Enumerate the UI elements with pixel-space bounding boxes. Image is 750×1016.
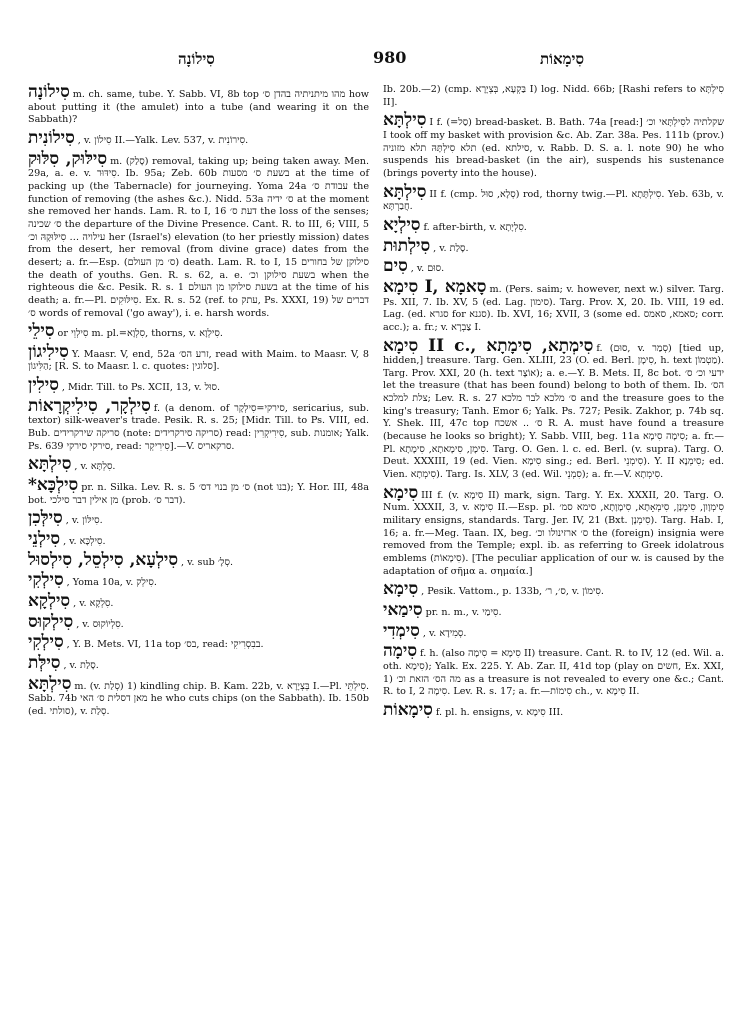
entry-headword: סִילְתוּת	[383, 235, 431, 256]
entry-headword: סִימָאוֹת	[383, 699, 433, 720]
entry-headword: סִילֵי	[28, 321, 55, 342]
dictionary-entry	[383, 181, 728, 214]
dictionary-entry	[28, 634, 369, 652]
right-column	[383, 84, 728, 1008]
entry-body: f. (a denom. of סירקי=סִילְקָר, sericarius, sub. textor) silk-weaver's trade. Pesik. R. s. 25; [Midr. Till. to Ps. VIII, ed. Bub. סריקה שירקרידים (note: סריקה סירקרידים) read: סִירִיקְרִין, sub. אומנות; Yalk. Ps. 639 סירקי סירקי, read: סִירִיקְר].—V. סרקאריס.	[28, 402, 373, 452]
entry-headword: סִילוֹנִית	[28, 127, 75, 148]
entry-body: f. pl. h. ensigns, v. סִימָא III.	[435, 706, 564, 718]
dictionary-entry	[383, 235, 724, 256]
entry-headword: סִימָה	[383, 641, 417, 662]
entry-headword: סִימְדִי	[383, 620, 420, 641]
entry-headword: סִימָא	[383, 579, 419, 600]
entry-body: m. (v. סְלַת) 1) kindling chip. B. Kam. 22b, v. בְּצְיָרָא I.—Pl. סִילְתֵּי. Sabb. 74b מאן דסלית ס׳ האי he who cuts chips (on the Sabbath). Ib. 150b (ed. סולתי), v. סְלַת.	[28, 680, 373, 717]
dictionary-entry	[28, 572, 369, 590]
entry-headword: סִילְקוּס	[28, 611, 74, 632]
running-head	[28, 48, 724, 72]
entry-headword: סִימָא I, סָאמָא	[383, 276, 487, 297]
dictionary-entry	[383, 110, 728, 180]
left-column	[28, 82, 373, 1008]
entry-body: , v. sub סְלָ׳.	[181, 556, 234, 568]
dictionary-entry	[383, 214, 724, 235]
entry-body: pr. n. m., v. סִימַי.	[425, 606, 502, 618]
dictionary-entry	[383, 258, 724, 276]
entry-headword: סִילְקִי	[28, 570, 64, 591]
entry-headword: סִילְקָר, סִילִיקְרָאוֹת	[28, 395, 151, 416]
entry-body: m. (סָלַק) removal, taking up; being taken away. Men. 29a, a. e. v. סִידּוּר. Ib. 95a; Zeb. 60b בשעת ס׳ מסעות at the time of packing up (the Tabernacle) for journeying. Yoma 24a עבודת ס׳ the function of removing (the ashes &c.). Nidd. 53a ס׳ ידיה at the moment she removed her hands. Lam. R. to I, 16 דעת ס׳ the loss of the senses; ס׳ שכינה the departure of the Divine Presence. Cant. R. to III, 6; VIII, 5 עילויה … סִילּוּקָהּ וכ׳ her (Israel's) elevation (to her priestly mission) dates from the desert, her removal (from divine grace) dates from the desert; a. fr.—Esp. (ס׳ מן העולם) death. Lam. R. to I, 15 סילוקן של בחורים the death of youths. Gen. R. s. 62, a. e. בשעת סילוקן וכ׳ when the righteous die &c. Pesik. R. s. 1 בשעת סילוקו מן העולם at the time of his death; a. fr.—Pl. סִילּוּקִים. Ex. R. s. 52 (ref. to עתק, Ps. XXXI, 19) דברים של ס׳ words of removal ('go away'), i. e. harsh words.	[28, 155, 373, 319]
dictionary-entry	[28, 323, 369, 341]
dictionary-entry	[28, 475, 373, 507]
entry-body: , v. סָלַת.	[63, 659, 99, 671]
entry-headword: סִימַאי	[383, 599, 423, 620]
entry-body: , v. סִילְכָּא.	[63, 536, 106, 548]
dictionary-entry	[28, 549, 369, 570]
dictionary-entry	[383, 699, 724, 720]
entry-body: , v. סִילוֹן II.—Yalk. Lev. 537, v. סִירוֹנִית.	[77, 134, 249, 146]
entry-body: , v. סָלַת.	[433, 242, 469, 254]
text-columns	[28, 82, 728, 1008]
dictionary-entry	[383, 335, 728, 482]
entry-body: , v. סִלְקָא.	[73, 598, 114, 609]
dictionary-entry	[28, 341, 373, 374]
entry-headword: סִילוֹנָה	[28, 82, 70, 102]
entry-body: III f. (v. סִימָא II) mark, sign. Targ. Y. Ex. XXXII, 20. Targ. O. Num. XXXII, 3, v. סִימָא II.—Esp. pl. סִימְוָון, סִימְנָן, סִימְאָתָא, סִימָוָתָא, סימא סמ׳ military ensigns, standards. Targ. Jer. IV, 21 (Bxt. סִימְנָן). Targ. Hab. I, 16; a. fr.—Meg. Taan. IX, beg. ס׳ ארזינולו וכ׳ the (foreign) insignia were removed from the Temple; expl. ib. as referring to Greek idolatrous emblems (סִימָאוֹת). [The peculiar application of our w. is caused by the adaptation of σῆμα a. σημαία.]	[383, 489, 728, 577]
dictionary-entry	[28, 673, 373, 719]
entry-headword: סִים	[383, 256, 408, 277]
dictionary-entry	[383, 599, 724, 620]
entry-body: , v. סִלְיוֹקוּס.	[76, 618, 124, 630]
entry-body: Ib. 20b.—2) (cmp. בַּקְעָא, בְּצְיָרָא I) log. Nidd. 66b; [Rashi refers to סִילְתָּא II].	[383, 84, 728, 108]
dictionary-entry	[28, 127, 369, 148]
dictionary-entry	[383, 581, 724, 599]
entry-body: or סִילְוֵי m. pl.=סִלְוָא, thorns, v. סִילְוָא.	[57, 328, 223, 340]
header-left-catchword: סִילוֹנָה	[178, 50, 215, 68]
entry-body: f. after-birth, v. סִלְיָתָא.	[423, 221, 527, 233]
dictionary-entry	[28, 611, 369, 632]
dictionary-entry	[28, 377, 369, 395]
entry-headword: סִילְקָא	[28, 591, 71, 611]
dictionary-entry	[28, 510, 369, 528]
entry-headword: סִימָא II c., סִימְתָא, סִימָתָא	[383, 335, 594, 356]
entry-body: f. (סוּם, v. סְמַר) [tied up, hidden,] treasure. Targ. Gen. XLIII, 23 (O. ed. Berl. סִימָן, h. text מַטְמוֹן). Targ. Prov. XXI, 20 (h. text אוֹצָר); a. e.—Y. B. Mets. II, 8c bot. ידעי וכ׳ ס׳ let the treasure (that has been found) belong to both of them. Ib. הס׳ צלת למלכא; Lev. R. s. 27 ס׳ מלכא לבר מלכא and the treasure goes to the king's treasury; Tanh. Emor 6; Yalk. Ps. 727; Pesik. Zakhor, p. 74b sq. Y. Shek. III, 47c top ס׳ .. אשכח R. A. must have found a treasure (because he looks so bright); Y. Sabb. VIII, beg. 11a סִימָה סִימָא; a. fr.—Pl. סִימָן, סִימָאתָא, סִימָתָא. Targ. O. Gen. l. c. ed. Berl. (v. supra). Targ. O. Deut. XXXIII, 19 (ed. Vien. סִימָא sing.; ed. Berl. סִימְנֵי). Y. II סִימְנָא; ed. Vien. סִימְתָא). Targ. Is. XLV, 3 (ed. Wil. סִמְנֵי); a. fr.—V. סִימְתָא.	[383, 342, 728, 481]
entry-headword: סִילְנֵי	[28, 529, 61, 550]
page-number: 980	[373, 48, 407, 67]
entry-body: m. ch. same, tube. Y. Sabb. VI, 8b top מהו מיתניתיה בהדן ס׳ how about putting it (the amulet) into a tube (and wearing it on the Sabbath)?	[28, 89, 373, 126]
entry-body: , v. סִילּוֹן.	[65, 515, 103, 527]
dictionary-entry	[28, 456, 369, 474]
dictionary-entry	[383, 620, 724, 641]
entry-headword: סִילְיָא	[383, 214, 421, 235]
dictionary-entry	[28, 652, 369, 673]
dictionary-entry	[28, 593, 369, 611]
dictionary-entry	[28, 82, 373, 127]
entry-body: I f. (=סַל) bread-basket. B. Bath. 74a [read:] שקלתיה לסִילְתָּאי וכ׳ I took off my basket with provision &c. Ab. Zar. 38a. Pes. 111b (prov.) תלא סִילְתָּהּ תלא מזוניה (ed. סילתא, v. Rabb. D. S. a. l. note 90) he who suspends his bread-basket (in the air), suspends his sustenance (brings poverty into the house).	[383, 117, 728, 179]
entry-headword: סִילְתָּא	[28, 673, 72, 694]
entry-headword: סִילִיגוֹן	[28, 341, 69, 362]
entry-headword: סִימָא	[383, 482, 419, 503]
entry-body: , v. סְמִידָא.	[422, 627, 467, 639]
entry-body: , Midr. Till. to Ps. XCII, 13, v. סוּל.	[61, 382, 221, 394]
entry-headword: סִילִין	[28, 375, 59, 396]
dictionary-entry	[383, 482, 728, 579]
entry-headword: סִילְעָא, סִילְסֵל, סִילְסוּל	[28, 549, 179, 570]
dictionary-entry	[28, 395, 373, 454]
entry-body: f. h. (also סִימָא = סִימָה II) treasure. Cant. R. to IV, 12 (ed. Wil. a. oth. סִימָא); Yalk. Ex. 225. Y. Ab. Zar. II, 41d top (play on חשים, Ex. XXI, 1) מה הס׳ הזאת וכ׳ as a treasure is not revealed to every one &c.; Cant. R. to I, 2 סִימָה. Lev. R. s. 17; a. fr.—סִימוֹת ch., v. סִימָא II.	[383, 648, 728, 698]
entry-body: Y. Maasr. V, end, 52a זרע הס׳, read with Maim. to Maasr. V, 8 הַלִּיגוֹן; [R. S. to Maasr. l. c. quotes: סלוגין].	[28, 348, 373, 373]
entry-body: , v. סִלְתָּא.	[74, 461, 116, 473]
dictionary-entry	[28, 148, 373, 321]
entry-headword: סִילְּת	[28, 652, 61, 673]
entry-headword: סִילּוּק, סִלּוּק	[28, 148, 108, 169]
dictionary-entry	[383, 84, 728, 109]
dictionary-entry	[28, 531, 369, 549]
entry-body: , Y. B. Mets. VI, 11a top בס׳, read: בבִסְרִיקִי.	[66, 639, 264, 651]
dictionary-entry	[383, 276, 728, 335]
entry-body: m. (Pers. saim; v. however, next w.) silver. Targ. Ps. XII, 7. Ib. XV, 5 (ed. Lag. סימון). Targ. Prov. X, 20. Ib. VIII, 19 ed. Lag. (ed. סגרא for סגנא). Ib. XVI, 16; XVII, 3 (some ed. סאמא, סאמס; corr. acc.); a. fr.; v. צַבְרָא I.	[383, 283, 728, 333]
dictionary-entry	[383, 641, 728, 699]
entry-body: , Pesik. Vattom., p. 133b, ס׳, ר׳, v. סִימוֹן.	[421, 586, 604, 598]
entry-headword: סִילְתָּא	[383, 181, 427, 202]
entry-body: , v. סוּם.	[410, 263, 445, 275]
entry-headword: *סִילְכָּא	[28, 475, 79, 496]
entry-headword: סִילְתָּא	[383, 110, 427, 131]
entry-body: II f. (cmp. סְלָא, סוּל) rod, thorny twig.—Pl. סִילְתָּתָא. Yeb. 63b, v. חֲבַרְתָּא.	[383, 188, 728, 213]
entry-headword: סִילְּכִן	[28, 508, 63, 529]
header-right-catchword: סִימָאוֹת	[540, 50, 584, 68]
entry-body: pr. n. Silka. Lev. R. s. 5 ס׳ מן בנוי דס׳ (not בנו); Y. Hor. III, 48a bot. מן אילין דבר סילכי (prob. דבר ס׳).	[28, 482, 373, 506]
entry-body: , Yoma 10a, v. סִילְק.	[66, 577, 157, 589]
entry-headword: סִילְתָּא	[28, 454, 72, 475]
entry-headword: סִילְקִי	[28, 632, 64, 653]
